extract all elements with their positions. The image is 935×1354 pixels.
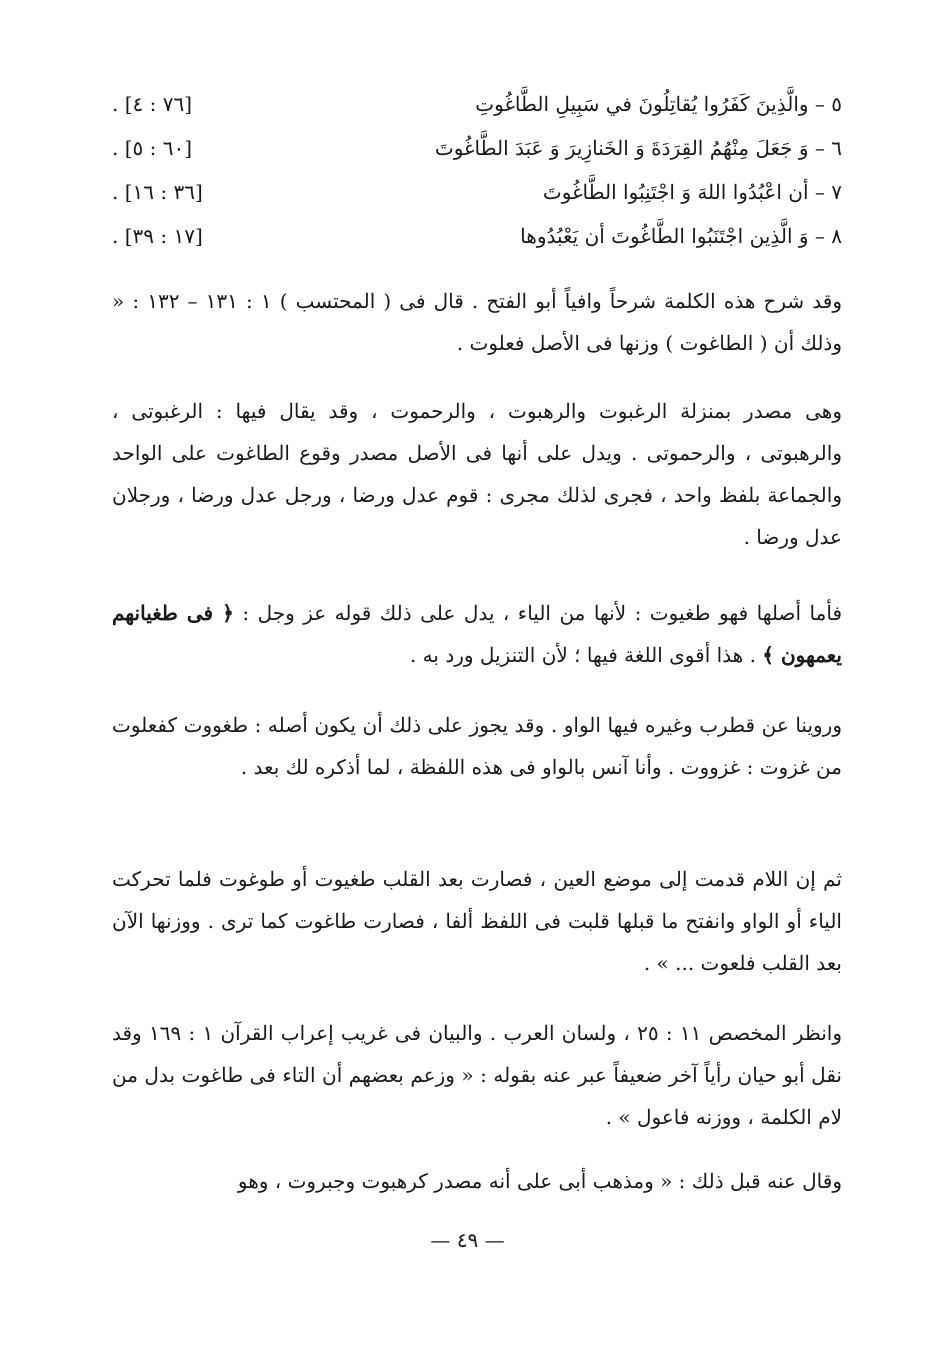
paragraph-references: وانظر المخصص ١١ : ٢٥ ، ولسان العرب . والبيان فى غريب إعراب القرآن ١ : ١٦٩ وقد نقل أبو حيان رأياً آخر ضعيفاً عبر عنه بقوله : « وزعم بعضهم أن التاء فى طاغوت بدل من لام الكلمة ، ووزنه فاعول » . (112, 1021, 843, 1129)
verse-text: ٧ – أن اعْبُدُوا اللهَ وَ اجْتَنِبُوا الطَّاغُوتَ (542, 180, 842, 204)
verse-reference: . [٦٠ : ٥] (112, 136, 193, 160)
paragraph-qutrub: وروينا عن قطرب وغيره فيها الواو . وقد يجوز على ذلك أن يكون أصله : طغووت كفعلوت من غزوت : غزووت . وأنا آنس بالواو فى هذه اللفظة ، لما أذكره لك بعد . (112, 713, 842, 779)
page-number: — ٤٩ — (430, 1228, 505, 1252)
verse-reference: . [٧٦ : ٤] (112, 92, 193, 116)
verse-text: ٨ – وَ الَّذِين اجْتَنَبُوا الطَّاغُوتَ أن يَعْبُدُوها (520, 224, 842, 248)
paragraph-asl (112, 592, 842, 676)
verse-text: ٦ – وَ جَعَلَ مِنْهُمُ القِرَدَةَ وَ الخَنازِيرَ وَ عَبَدَ الطَّاغُوتَ (434, 136, 842, 160)
verse-line (112, 214, 842, 258)
paragraph-text: . هذا أقوى اللغة فيها ؛ لأن التنزيل ورد به . (409, 643, 756, 667)
paragraph-muhtasab-quote: وقد شرح هذه الكلمة شرحاً وافياً أبو الفتح . قال فى ( المحتسب ) ١ : ١٣١ – ١٣٢ : « وذلك أن ( الطاغوت ) وزنها فى الأصل فعلوت . (112, 289, 843, 355)
verse-list (112, 82, 842, 258)
quran-quote: ﴿ فى طغيانهم يعمهون ﴾ (112, 601, 842, 667)
verse-line (112, 126, 842, 170)
verse-reference: . [٣٦ : ١٦] (112, 180, 203, 204)
verse-line (112, 82, 842, 126)
verse-text: ٥ – والَّذِينَ كَفَرُوا يُقاتِلُونَ في سَبِيلِ الطَّاغُوتِ (475, 92, 842, 116)
verse-reference: . [١٧ : ٣٩] (112, 224, 203, 248)
verse-line (112, 170, 842, 214)
paragraph-abu-ali: وقال عنه قبل ذلك : « ومذهب أبى على أنه مصدر كرهبوت وجبروت ، وهو (237, 1169, 842, 1193)
paragraph-text: فأما أصلها فهو طغيوت : لأنها من الياء ، يدل على ذلك قوله عز وجل : (242, 601, 843, 625)
paragraph-masdar: وهى مصدر بمنزلة الرغبوت والرهبوت ، والرحموت ، وقد يقال فيها : الرغبوتى ، والرهبوتى ، والرحموتى . ويدل على أنها فى الأصل مصدر وقوع الطاغوت على الواحد والجماعة بلفظ واحد ، فجرى لذلك مجرى : قوم عدل ورضا ، ورجل عدل ورضا ، ورجلان عدل ورضا . (112, 399, 843, 549)
paragraph-qalb: ثم إن اللام قدمت إلى موضع العين ، فصارت بعد القلب طغيوت أو طوغوت فلما تحركت الياء أو الواو وانفتح ما قبلها قلبت فى اللفظ ألفا ، فصارت طاغوت كما ترى . ووزنها الآن بعد القلب فلعوت ... » . (112, 867, 842, 975)
